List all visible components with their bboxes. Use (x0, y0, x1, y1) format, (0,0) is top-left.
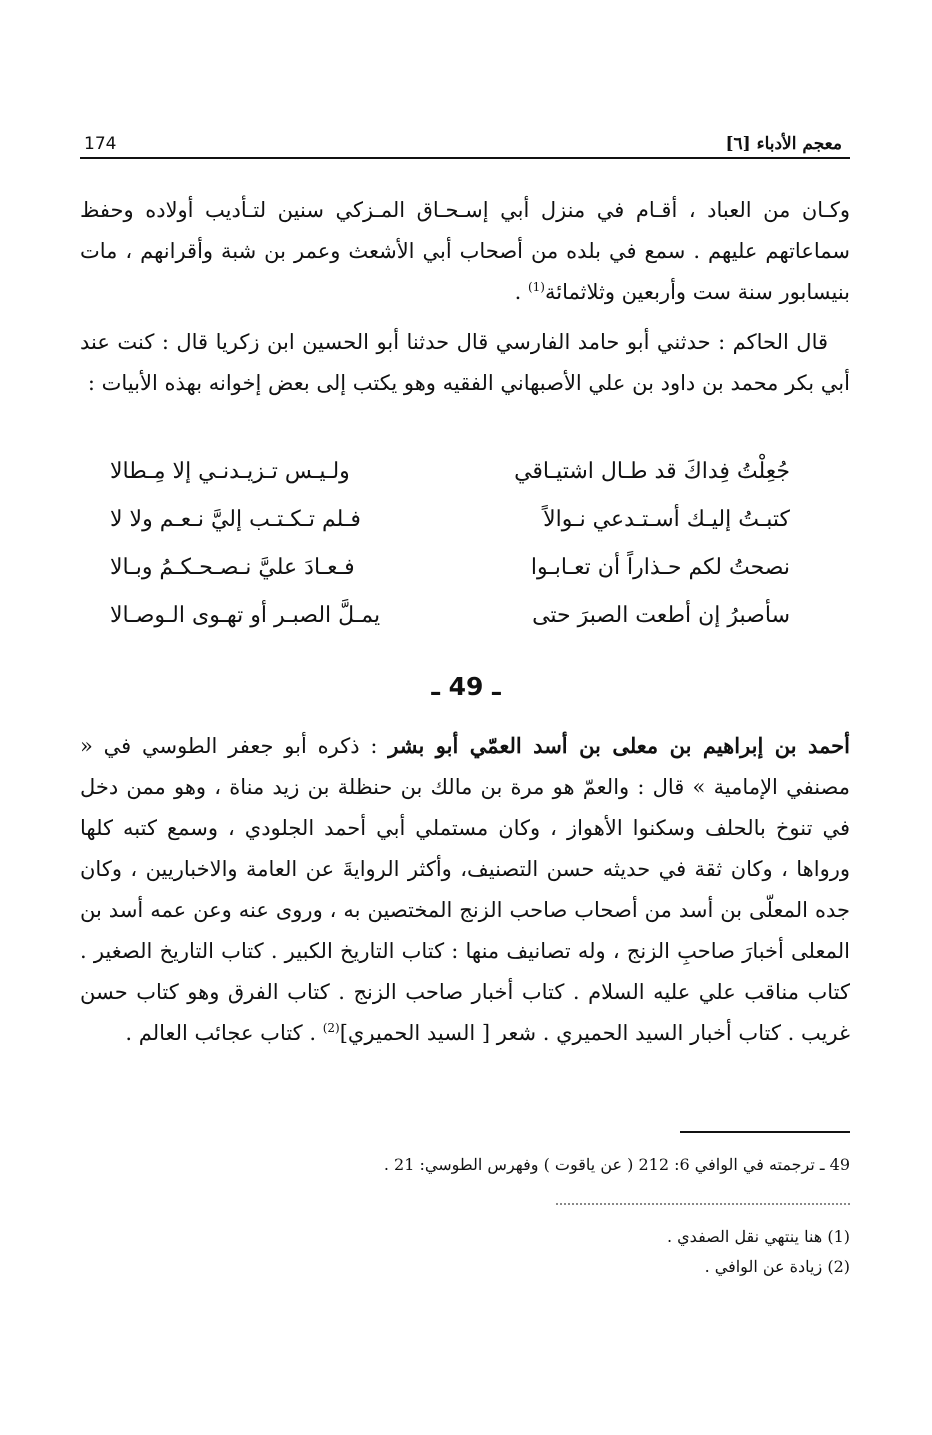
poem (110, 448, 790, 640)
dotted-separator (556, 1203, 850, 1205)
second-hemistich: ولـيـس تـزيـدنـي إلا مِـطالا (110, 459, 350, 484)
poem-verse (110, 496, 790, 544)
poem-verse (110, 592, 790, 640)
footnote: (2) زيادة عن الوافي . (704, 1257, 850, 1276)
entry-biography (80, 725, 850, 1054)
paragraph-text: وكـان من العباد ، أقـام في منزل أبي إسـحـاق المـزكي سنين لتـأديب أولاده وحفظ سماعاتهم عليهم . سمع في بلده من أصحاب أبي الأشعث وعمر بن شبة وأقرانهم ، مات بنيسابور سنة ست وأربعين وثلاثمائة (80, 198, 850, 304)
paragraph-hakim (80, 322, 850, 404)
second-hemistich: فـلم تـكـتـب إليَّ نـعـم ولا لا (110, 507, 361, 532)
entry-text-end: . كتاب عجائب العالم . (125, 1021, 323, 1045)
footnote: (1) هنا ينتهي نقل الصفدي . (666, 1227, 850, 1246)
entry-name: أحمد بن إبراهيم بن معلى بن أسد العمّي أبو بشر (388, 733, 850, 758)
footnote-ref: (1) (527, 280, 545, 294)
entry-number: ـ 49 ـ (431, 672, 501, 701)
second-hemistich: يمـلَّ الصبـر أو تهـوى الـوصـالا (110, 603, 381, 628)
source-note: 49 ـ ترجمته في الوافي 6: 212 ( عن ياقوت ) وفهرس الطوسي: 21 . (383, 1155, 850, 1174)
page-number: 174 (84, 134, 117, 154)
footnote-ref: (2) (322, 1021, 340, 1035)
poem-verse (110, 448, 790, 496)
poem-verse (110, 544, 790, 592)
first-hemistich: سأصبرُ إن أطعت الصبرَ حتى (532, 603, 790, 628)
header-rule (80, 157, 850, 159)
running-head (84, 126, 842, 154)
footnotes (560, 1222, 850, 1282)
notes-separator (680, 1131, 850, 1133)
second-hemistich: فـعـادَ عليَّ نـصـحـكـمُ وبـالا (110, 555, 355, 580)
first-hemistich: نصحتُ لكم حـذاراً أن تعـابـوا (530, 555, 790, 580)
paragraph-text: قال الحاكم : حدثني أبو حامد الفارسي قال حدثنا أبو الحسين ابن زكريا قال : كنت عند أبي بكر محمد بن داود بن علي الأصبهاني الفقيه وهو يكتب إلى بعض إخوانه بهذه الأبيات : (80, 330, 850, 395)
first-hemistich: جُعِلْتُ فِداكَ قد طـال اشتيـاقي (514, 459, 790, 484)
book-title: معجم الأدباء [٦] (725, 134, 842, 154)
first-hemistich: كتبـتُ إليـك أسـتـدعي نـوالاً (543, 507, 790, 532)
entry-text: : ذكره أبو جعفر الطوسي في « مصنفي الإمامية » قال : والعمّ هو مرة بن مالك بن حنظلة بن زيد مناة ، وهو ممن دخل في تنوخ بالحلف وسكنوا الأهواز ، وكان مستملي أبي أحمد الجلودي ، وسمع كتبه كلها ورواها ، وكان ثقة في حديثه حسن التصنيف، وأكثر الروايةَ عن العامة والاخباريين ، وكان جده المعلّى بن أسد من أصحاب صاحب الزنج المختصين به ، وروى عنه وعن عمه أسد بن المعلى أخبارَ صاحبِ الزنج ، وله تصانيف منها : كتاب التاريخ الكبير . كتاب التاريخ الصغير . كتاب مناقب علي عليه السلام . كتاب أخبار صاحب الزنج . كتاب الفرق وهو كتاب حسن غريب . كتاب أخبار السيد الحميري . شعر [ السيد الحميري] (80, 734, 850, 1045)
paragraph-continuation: وكـان من العباد ، أقـام في منزل أبي إسـحـاق المـزكي سنين لتـأديب أولاده وحفظ سماعاتهم عليهم . سمع في بلده من أصحاب أبي الأشعث وعمر بن شبة وأقرانهم ، مات بنيسابور سنة ست وأربعين وثلاثمائة$^{(1)}$ . (80, 198, 850, 304)
